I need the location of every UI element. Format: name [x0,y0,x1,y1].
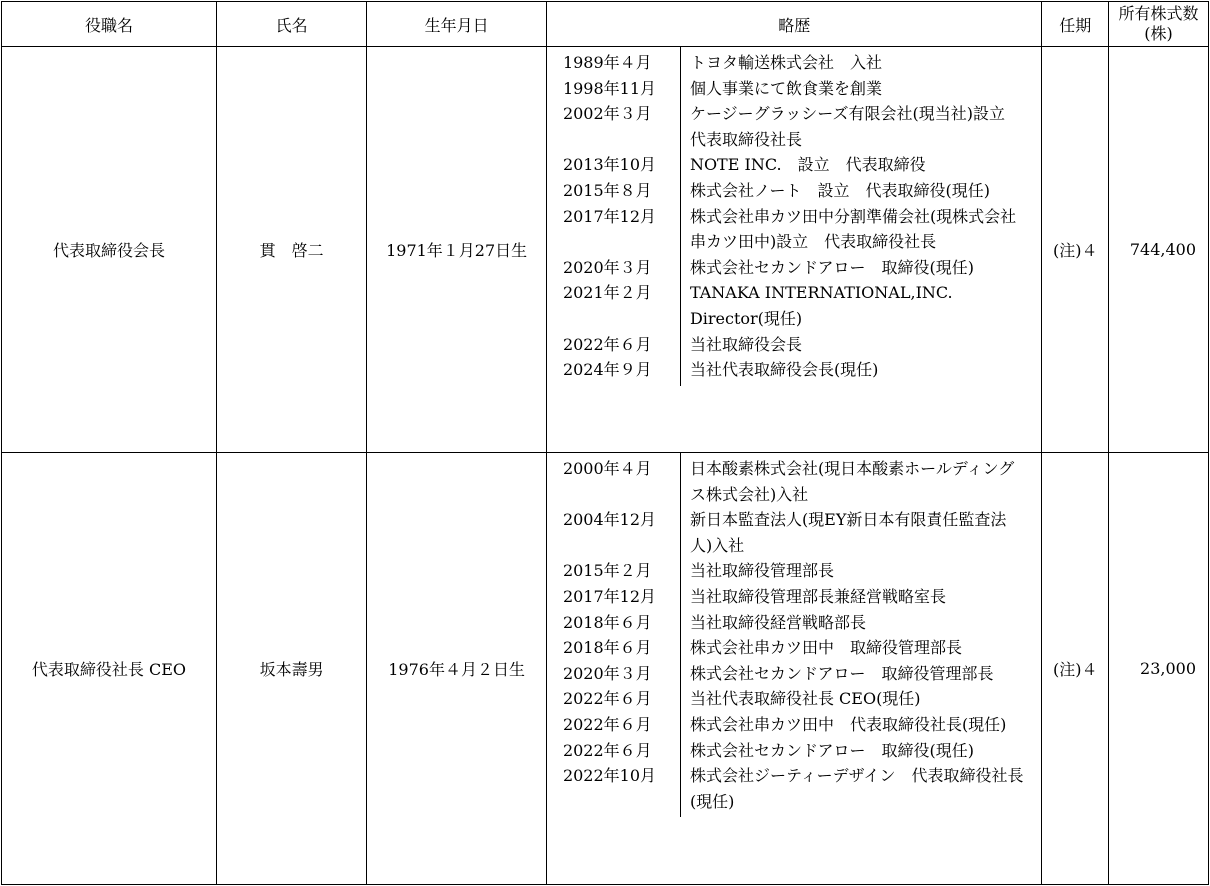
career-description: 株式会社ジーティーデザイン 代表取締役社長(現任) [689,766,1024,811]
header-term: 任期 [1042,2,1109,47]
career-entry [547,661,1042,687]
career-date: 2018年６月 [562,638,652,658]
career-date: 2017年12月 [562,206,657,226]
career-description: TANAKA INTERNATIONAL,INC. Director(現任) [689,283,953,328]
career-date: 2002年３月 [562,104,652,124]
career-entry [547,178,1042,204]
shares-cell: 744,400 [1109,47,1209,453]
header-career: 略歴 [546,2,1042,47]
career-date: 2021年２月 [562,283,652,303]
career-date: 2020年３月 [562,663,652,683]
career-date: 2017年12月 [562,586,657,606]
career-entry [547,738,1042,764]
officers-table [1,1,1209,885]
position-cell: 代表取締役会長 [2,47,217,453]
career-entry [547,357,1042,383]
career-date: 2018年６月 [562,612,652,632]
career-entry [547,255,1042,281]
birth-cell: 1976年４月２日生 [367,453,547,885]
career-description: 当社代表取締役会長(現任) [689,360,879,380]
career-date: 2000年４月 [562,459,652,478]
career-entry [547,635,1042,661]
header-shares-line2: (株) [1144,24,1173,43]
career-description: 株式会社ノート 設立 代表取締役(現任) [689,180,990,200]
career-entry [547,558,1042,584]
header-shares-line1: 所有株式数 [1118,4,1199,23]
header-shares [1109,2,1209,47]
career-description: 当社取締役会長 [689,334,802,354]
career-entry [547,686,1042,712]
career-date: 2022年６月 [562,334,652,354]
career-entry [547,280,1042,331]
career-description: 当社取締役経営戦略部長 [689,612,866,632]
career-date: 2020年３月 [562,257,652,277]
career-description: 当社取締役管理部長 [689,561,834,581]
career-entry [547,332,1042,358]
header-name: 氏名 [216,2,366,47]
career-description: 個人事業にて飲食業を創業 [689,78,882,98]
career-date: 2013年10月 [562,155,657,175]
shares-cell: 23,000 [1109,453,1209,885]
career-entry [547,456,1042,507]
career-list [547,453,1042,817]
career-description: 株式会社セカンドアロー 取締役(現任) [689,740,974,760]
birth-cell: 1971年１月27日生 [367,47,547,453]
career-date: 2015年８月 [562,180,652,200]
career-entry [547,507,1042,558]
name-cell: 貫 啓二 [216,47,366,453]
career-description: ケージーグラッシーズ有限会社(現当社)設立 代表取締役社長 [689,104,1021,149]
career-description: 株式会社串カツ田中 取締役管理部長 [689,638,962,658]
career-date: 2022年６月 [562,689,652,709]
career-date: 1989年４月 [562,53,652,72]
career-cell [546,453,1042,885]
career-entry [547,763,1042,814]
career-entry [547,584,1042,610]
name-cell: 坂本壽男 [216,453,366,885]
career-description: 株式会社串カツ田中 代表取締役社長(現任) [689,714,1007,734]
career-description: 株式会社セカンドアロー 取締役管理部長 [689,663,994,683]
career-description: 日本酸素株式会社(現日本酸素ホールディングス株式会社)入社 [689,459,1015,504]
header-row [2,2,1209,47]
career-entry [547,712,1042,738]
career-entry [547,610,1042,636]
career-description: 株式会社セカンドアロー 取締役(現任) [689,257,974,277]
career-date: 2022年６月 [562,714,652,734]
career-description: 当社代表取締役社長 CEO(現任) [689,689,921,709]
career-description: 新日本監査法人(現EY新日本有限責任監査法人)入社 [689,510,1007,555]
term-cell: (注)４ [1042,47,1109,453]
career-description: トヨタ輸送株式会社 入社 [689,53,882,72]
career-description: 当社取締役管理部長兼経営戦略室長 [689,586,946,606]
career-date: 1998年11月 [562,78,657,98]
career-date: 2022年10月 [562,766,657,786]
term-cell: (注)４ [1042,453,1109,885]
career-entry [547,76,1042,102]
career-description: NOTE INC. 設立 代表取締役 [689,155,926,175]
table-row [2,453,1209,885]
career-date: 2015年２月 [562,561,652,581]
career-entry [547,101,1042,152]
position-cell: 代表取締役社長 CEO [2,453,217,885]
header-birth: 生年月日 [367,2,547,47]
career-entry [547,204,1042,255]
career-entry [547,50,1042,76]
career-entry [547,152,1042,178]
header-position: 役職名 [2,2,217,47]
career-date: 2022年６月 [562,740,652,760]
career-list [547,47,1042,386]
career-date: 2004年12月 [562,510,657,530]
career-cell [546,47,1042,453]
career-date: 2024年９月 [562,360,652,380]
table-row [2,47,1209,453]
career-description: 株式会社串カツ田中分割準備会社(現株式会社串カツ田中)設立 代表取締役社長 [689,206,1017,252]
